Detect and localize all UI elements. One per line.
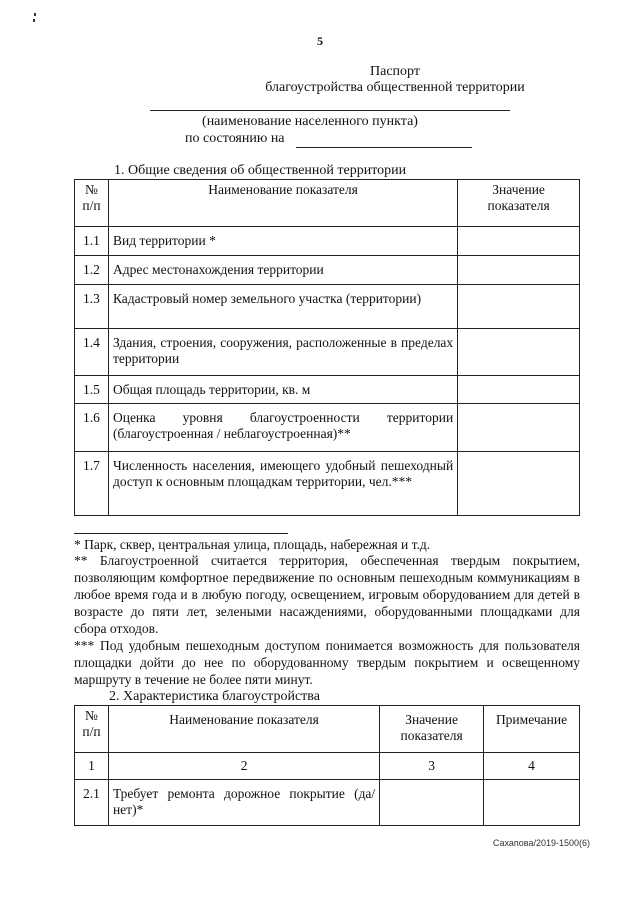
- table-row: [75, 285, 580, 329]
- row-name: Общая площадь территории, кв. м: [108, 376, 457, 404]
- table-row: [75, 329, 580, 376]
- header-num: № п/п: [75, 180, 109, 227]
- title-line-1: Паспорт: [370, 64, 420, 79]
- header-note: Примечание: [484, 706, 580, 753]
- row-name: Численность населения, имеющего удобный пешеходный доступ к основным площадкам территории, чел.***: [108, 452, 457, 516]
- row-num: 1.1: [75, 227, 109, 256]
- footnote-separator: [74, 533, 288, 534]
- header-name: Наименование показателя: [108, 180, 457, 227]
- section1-table: [74, 179, 580, 516]
- table-row: [75, 376, 580, 404]
- index-cell: 1: [75, 753, 109, 780]
- as-of-blank-line: [296, 147, 472, 148]
- section2-heading: 2. Характеристика благоустройства: [109, 689, 320, 704]
- row-num: 1.6: [75, 404, 109, 452]
- settlement-blank-line: [150, 110, 510, 111]
- row-num: 1.4: [75, 329, 109, 376]
- row-name: Оценка уровня благоустроенности территории (благоустроенная / неблагоустроенная)**: [108, 404, 457, 452]
- row-value-cell[interactable]: [458, 376, 580, 404]
- row-value-cell[interactable]: [458, 404, 580, 452]
- scan-speck: [34, 13, 36, 16]
- table-row: [75, 227, 580, 256]
- row-value-cell[interactable]: [458, 227, 580, 256]
- table-row: [75, 452, 580, 516]
- table-row: [75, 780, 580, 826]
- header-num: № п/п: [75, 706, 109, 753]
- row-num: 1.7: [75, 452, 109, 516]
- as-of-label: по состоянию на: [185, 131, 285, 146]
- title-line-2: благоустройства общественной территории: [265, 80, 525, 95]
- row-name: Требует ремонта дорожное покрытие (да/нет)*: [108, 780, 379, 826]
- section1-heading: 1. Общие сведения об общественной территории: [114, 163, 407, 178]
- row-value-cell[interactable]: [380, 780, 484, 826]
- row-value-cell[interactable]: [458, 285, 580, 329]
- header-name: Наименование показателя: [108, 706, 379, 753]
- row-num: 2.1: [75, 780, 109, 826]
- row-note-cell[interactable]: [484, 780, 580, 826]
- row-num: 1.2: [75, 256, 109, 285]
- index-cell: 3: [380, 753, 484, 780]
- footnote-3: *** Под удобным пешеходным доступом понимается возможность для пользователя площадки дойти до нее по оборудованному твердым покрытием и освещенному маршруту в течение не более пяти минут.: [74, 638, 580, 687]
- footnote-2: ** Благоустроенной считается территория, обеспеченная твердым покрытием, позволяющим комфортное передвижение по основным пешеходным коммуникациям в любое время года и в любую погоду, освещением, игровым оборудованием для детей в возрасте до пяти лет, зелеными насаждениями, оборудованными площадками для сбора отходов.: [74, 553, 580, 636]
- index-cell: 4: [484, 753, 580, 780]
- page-number: 5: [317, 34, 323, 48]
- section2-header-row: [75, 706, 580, 753]
- row-num: 1.5: [75, 376, 109, 404]
- footnote-1: * Парк, сквер, центральная улица, площадь, набережная и т.д.: [74, 537, 431, 552]
- row-name: Вид территории *: [108, 227, 457, 256]
- row-value-cell[interactable]: [458, 329, 580, 376]
- row-name: Адрес местонахождения территории: [108, 256, 457, 285]
- footer-code: Сахапова/2019-1500(6): [492, 838, 590, 848]
- section2-table: [74, 705, 580, 826]
- settlement-caption: (наименование населенного пункта): [202, 114, 418, 129]
- header-value: Значение показателя: [458, 180, 580, 227]
- index-row: [75, 753, 580, 780]
- row-num: 1.3: [75, 285, 109, 329]
- index-cell: 2: [108, 753, 379, 780]
- table-row: [75, 256, 580, 285]
- scan-speck: [33, 19, 35, 22]
- row-name: Кадастровый номер земельного участка (территории): [108, 285, 457, 329]
- header-value: Значение показателя: [380, 706, 484, 753]
- row-value-cell[interactable]: [458, 256, 580, 285]
- table-row: [75, 404, 580, 452]
- section1-header-row: [75, 180, 580, 227]
- row-name: Здания, строения, сооружения, расположенные в пределах территории: [108, 329, 457, 376]
- row-value-cell[interactable]: [458, 452, 580, 516]
